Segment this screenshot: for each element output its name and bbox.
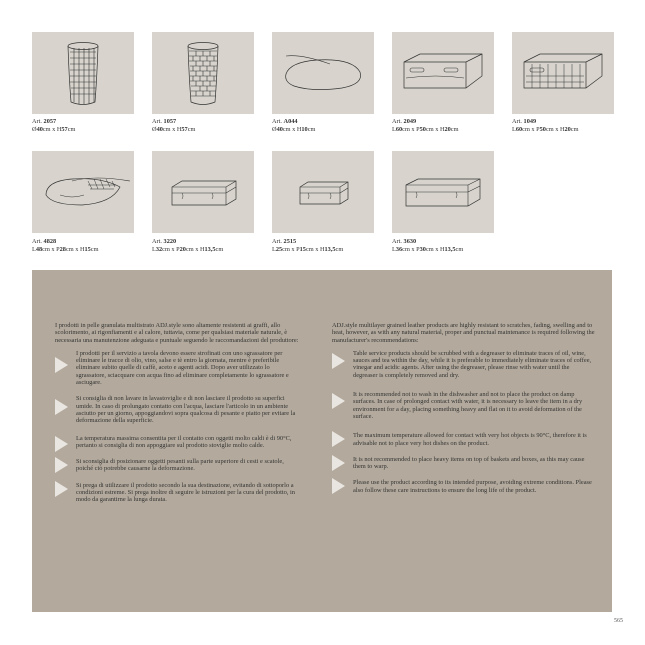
dimension-segment: cm bbox=[335, 245, 344, 253]
product-caption-3630: Art. 3630 L36cm x P30cm x H13,5cm bbox=[392, 238, 464, 253]
product-image-2515 bbox=[272, 151, 374, 233]
product-image-4828 bbox=[32, 151, 134, 233]
leather-basket-icon bbox=[512, 32, 614, 114]
dimension-segment: cm x P bbox=[402, 245, 420, 253]
dimension-segment: cm bbox=[90, 245, 99, 253]
care-item-it-4: Si sconsiglia di posizionare oggetti pesanti sulla parte superiore di cesti e scatole, poiché ciò potrebbe causarne la deformazione. bbox=[55, 458, 300, 473]
product-dimensions bbox=[392, 126, 459, 134]
arrow-icon bbox=[55, 436, 68, 452]
woven-wastebasket-icon bbox=[152, 32, 254, 114]
dimension-segment: cm x H bbox=[545, 125, 565, 133]
dimension-segment: 48 bbox=[35, 245, 43, 253]
page-number: 565 bbox=[614, 618, 623, 624]
product-dimensions bbox=[392, 246, 463, 254]
care-instructions-panel bbox=[32, 270, 612, 612]
dimension-segment: 13,5 bbox=[444, 245, 456, 253]
dimension-segment: cm x H bbox=[185, 245, 205, 253]
dimension-segment: 28 bbox=[59, 245, 66, 253]
dimension-segment: 30 bbox=[419, 245, 426, 253]
dimension-segment: cm bbox=[187, 125, 196, 133]
dimension-segment: 50 bbox=[539, 125, 546, 133]
care-item-en-1: Table service products should be scrubbed with a degreaser to eliminate traces of oil, wine, sauces and tea within the day, while it is preferable to immediately eliminate traces of coffee, vinegar and acidic agents. After using the degreaser, please rinse with water until the degreaser is completely removed and dry. bbox=[332, 350, 595, 379]
arrow-icon bbox=[332, 353, 345, 369]
dimension-segment: 60 bbox=[395, 125, 403, 133]
round-tray-icon bbox=[272, 32, 374, 114]
care-intro-en: ADJ.style multilayer grained leather products are highly resistant to scratches, fading, swelling and to heat, however, as with any natural material, proper and punctual maintenance is required following the manufacturer's recommendations: bbox=[332, 322, 595, 344]
product-caption-2515: Art. 2515 L25cm x P15cm x H13,5cm bbox=[272, 238, 344, 253]
product-image-1049 bbox=[512, 32, 614, 114]
dimension-segment: cm x P bbox=[522, 125, 540, 133]
product-caption-2057: Art. 2057 Ø40cm x H57cm bbox=[32, 118, 76, 133]
dimension-segment: 10 bbox=[301, 125, 308, 133]
care-item-en-4: It is not recommended to place heavy items on top of baskets and boxes, as this may cause them to warp. bbox=[332, 456, 595, 471]
dimension-segment: cm bbox=[215, 245, 224, 253]
dimension-segment: 50 bbox=[419, 125, 426, 133]
care-item-it-3: La temperatura massima consentita per il contatto con oggetti molto caldi è di 90°C, pertanto si consiglia di non appoggiare sul prodotto stoviglie molto calde. bbox=[55, 435, 300, 450]
dimension-segment: 15 bbox=[84, 245, 91, 253]
arrow-icon bbox=[332, 393, 345, 409]
arrow-icon bbox=[55, 399, 68, 415]
woven-wastebasket-icon bbox=[32, 32, 134, 114]
leather-basket-icon bbox=[392, 32, 494, 114]
product-image-2049 bbox=[392, 32, 494, 114]
arrow-icon bbox=[332, 478, 345, 494]
product-caption-2049: Art. 2049 L60cm x P50cm x H20cm bbox=[392, 118, 459, 133]
leather-box-icon bbox=[152, 151, 254, 233]
product-dimensions bbox=[152, 126, 195, 134]
dimension-segment: cm x P bbox=[162, 245, 180, 253]
dimension-segment: cm bbox=[67, 125, 76, 133]
dimension-segment: cm bbox=[307, 125, 316, 133]
woven-bread-basket-icon bbox=[32, 151, 134, 233]
leather-box-icon bbox=[272, 151, 374, 233]
dimension-segment: L bbox=[512, 125, 516, 133]
care-item-en-2: It is recommended not to wash in the dishwasher and not to place the product on damp surfaces. In case of prolonged contact with water, it is necessary to leave the item in a dry environment for a day, placing something heavy and flat on it to avoid deformation of the surface. bbox=[332, 391, 595, 420]
dimension-segment: 20 bbox=[564, 125, 571, 133]
arrow-icon bbox=[55, 357, 68, 373]
arrow-icon bbox=[55, 457, 68, 473]
product-caption-1057: Art. 1057 Ø40cm x H57cm bbox=[152, 118, 196, 133]
product-caption-A044: Art. A044 Ø40cm x H10cm bbox=[272, 118, 316, 133]
dimension-segment: 13,5 bbox=[204, 245, 216, 253]
care-intro-it: I prodotti in pelle granulata multistrato ADJ.style sono altamente resistenti ai graffi, allo scolorimento, ai rigonfiamenti e al calore, tuttavia, come per qualsiasi materiale naturale, è necessaria una manutenzione adeguata e puntuale seguendo le raccomandazioni del produttore: bbox=[55, 322, 299, 344]
dimension-segment: cm x H bbox=[65, 245, 85, 253]
care-item-it-1: I prodotti per il servizio a tavola devono essere strofinati con uno sgrassatore per eliminare le tracce di olio, vino, salse e tè entro la giornata, mentre è preferibile eliminare subito quelle di caffè, aceto e agenti acidi. Dopo aver utilizzato lo sgrassatore, sciacquare con acqua fino ad eliminare completamente lo sgrassatore e asciugare. bbox=[55, 350, 300, 386]
dimension-segment: 57 bbox=[61, 125, 68, 133]
care-item-en-5: Please use the product according to its intended purpose, avoiding extreme conditions. Please also follow these care instructions to ensure the long life of the product. bbox=[332, 479, 595, 494]
dimension-segment: 40 bbox=[156, 125, 163, 133]
dimension-segment: cm x H bbox=[162, 125, 182, 133]
care-item-it-2: Si consiglia di non lavare in lavastoviglie e di non lasciare il prodotto su superfici umide. In caso di prolungato contatto con l'acqua, lasciare l'articolo in un ambiente asciutto per un giorno, appoggiandovi sopra qualcosa di pesante e piatto per evitare la deformazione della superficie. bbox=[55, 395, 300, 424]
product-dimensions bbox=[32, 246, 99, 254]
dimension-segment: 36 bbox=[395, 245, 403, 253]
product-image-3630 bbox=[392, 151, 494, 233]
care-item-it-5: Si prega di utilizzare il prodotto secondo la sua destinazione, evitando di sottoporlo a condizioni estreme. Si prega inoltre di seguire le istruzioni per la cura del prodotto, in modo da garantirne la lunga durata. bbox=[55, 482, 300, 504]
dimension-segment: L bbox=[392, 245, 396, 253]
dimension-segment: cm x H bbox=[425, 125, 445, 133]
product-image-1057 bbox=[152, 32, 254, 114]
care-column-english bbox=[332, 322, 595, 494]
dimension-segment: Ø bbox=[32, 125, 37, 133]
dimension-segment: 32 bbox=[155, 245, 163, 253]
product-caption-1049: Art. 1049 L60cm x P50cm x H20cm bbox=[512, 118, 579, 133]
product-caption-3220: Art. 3220 L32cm x P20cm x H13,5cm bbox=[152, 238, 224, 253]
dimension-segment: cm x P bbox=[42, 245, 60, 253]
product-dimensions bbox=[32, 126, 75, 134]
dimension-segment: L bbox=[32, 245, 36, 253]
dimension-segment: cm bbox=[450, 125, 459, 133]
dimension-segment: cm x P bbox=[282, 245, 300, 253]
dimension-segment: cm x H bbox=[425, 245, 445, 253]
dimension-segment: 13,5 bbox=[324, 245, 336, 253]
care-item-en-3: The maximum temperature allowed for contact with very hot objects is 90°C, therefore it is advisable not to place very hot dishes on the product. bbox=[332, 432, 595, 447]
care-column-italian bbox=[55, 322, 300, 504]
dimension-segment: 15 bbox=[299, 245, 306, 253]
dimension-segment: L bbox=[392, 125, 396, 133]
dimension-segment: cm x H bbox=[305, 245, 325, 253]
arrow-icon bbox=[332, 431, 345, 447]
dimension-segment: cm x H bbox=[42, 125, 62, 133]
dimension-segment: 57 bbox=[181, 125, 188, 133]
dimension-segment: cm bbox=[570, 125, 579, 133]
dimension-segment: L bbox=[152, 245, 156, 253]
dimension-segment: 20 bbox=[179, 245, 186, 253]
product-dimensions bbox=[152, 246, 223, 254]
product-caption-4828: Art. 4828 L48cm x P28cm x H15cm bbox=[32, 238, 99, 253]
dimension-segment: 25 bbox=[275, 245, 283, 253]
dimension-segment: Ø bbox=[272, 125, 277, 133]
dimension-segment: cm x P bbox=[402, 125, 420, 133]
dimension-segment: 60 bbox=[515, 125, 523, 133]
dimension-segment: L bbox=[272, 245, 276, 253]
product-dimensions bbox=[272, 126, 315, 134]
dimension-segment: cm bbox=[455, 245, 464, 253]
dimension-segment: 40 bbox=[36, 125, 43, 133]
leather-box-icon bbox=[392, 151, 494, 233]
dimension-segment: Ø bbox=[152, 125, 157, 133]
dimension-segment: 20 bbox=[444, 125, 451, 133]
dimension-segment: 40 bbox=[276, 125, 283, 133]
arrow-icon bbox=[55, 481, 68, 497]
product-image-3220 bbox=[152, 151, 254, 233]
product-dimensions bbox=[512, 126, 579, 134]
product-image-2057 bbox=[32, 32, 134, 114]
product-image-A044 bbox=[272, 32, 374, 114]
dimension-segment: cm x H bbox=[282, 125, 302, 133]
arrow-icon bbox=[332, 455, 345, 471]
product-dimensions bbox=[272, 246, 343, 254]
